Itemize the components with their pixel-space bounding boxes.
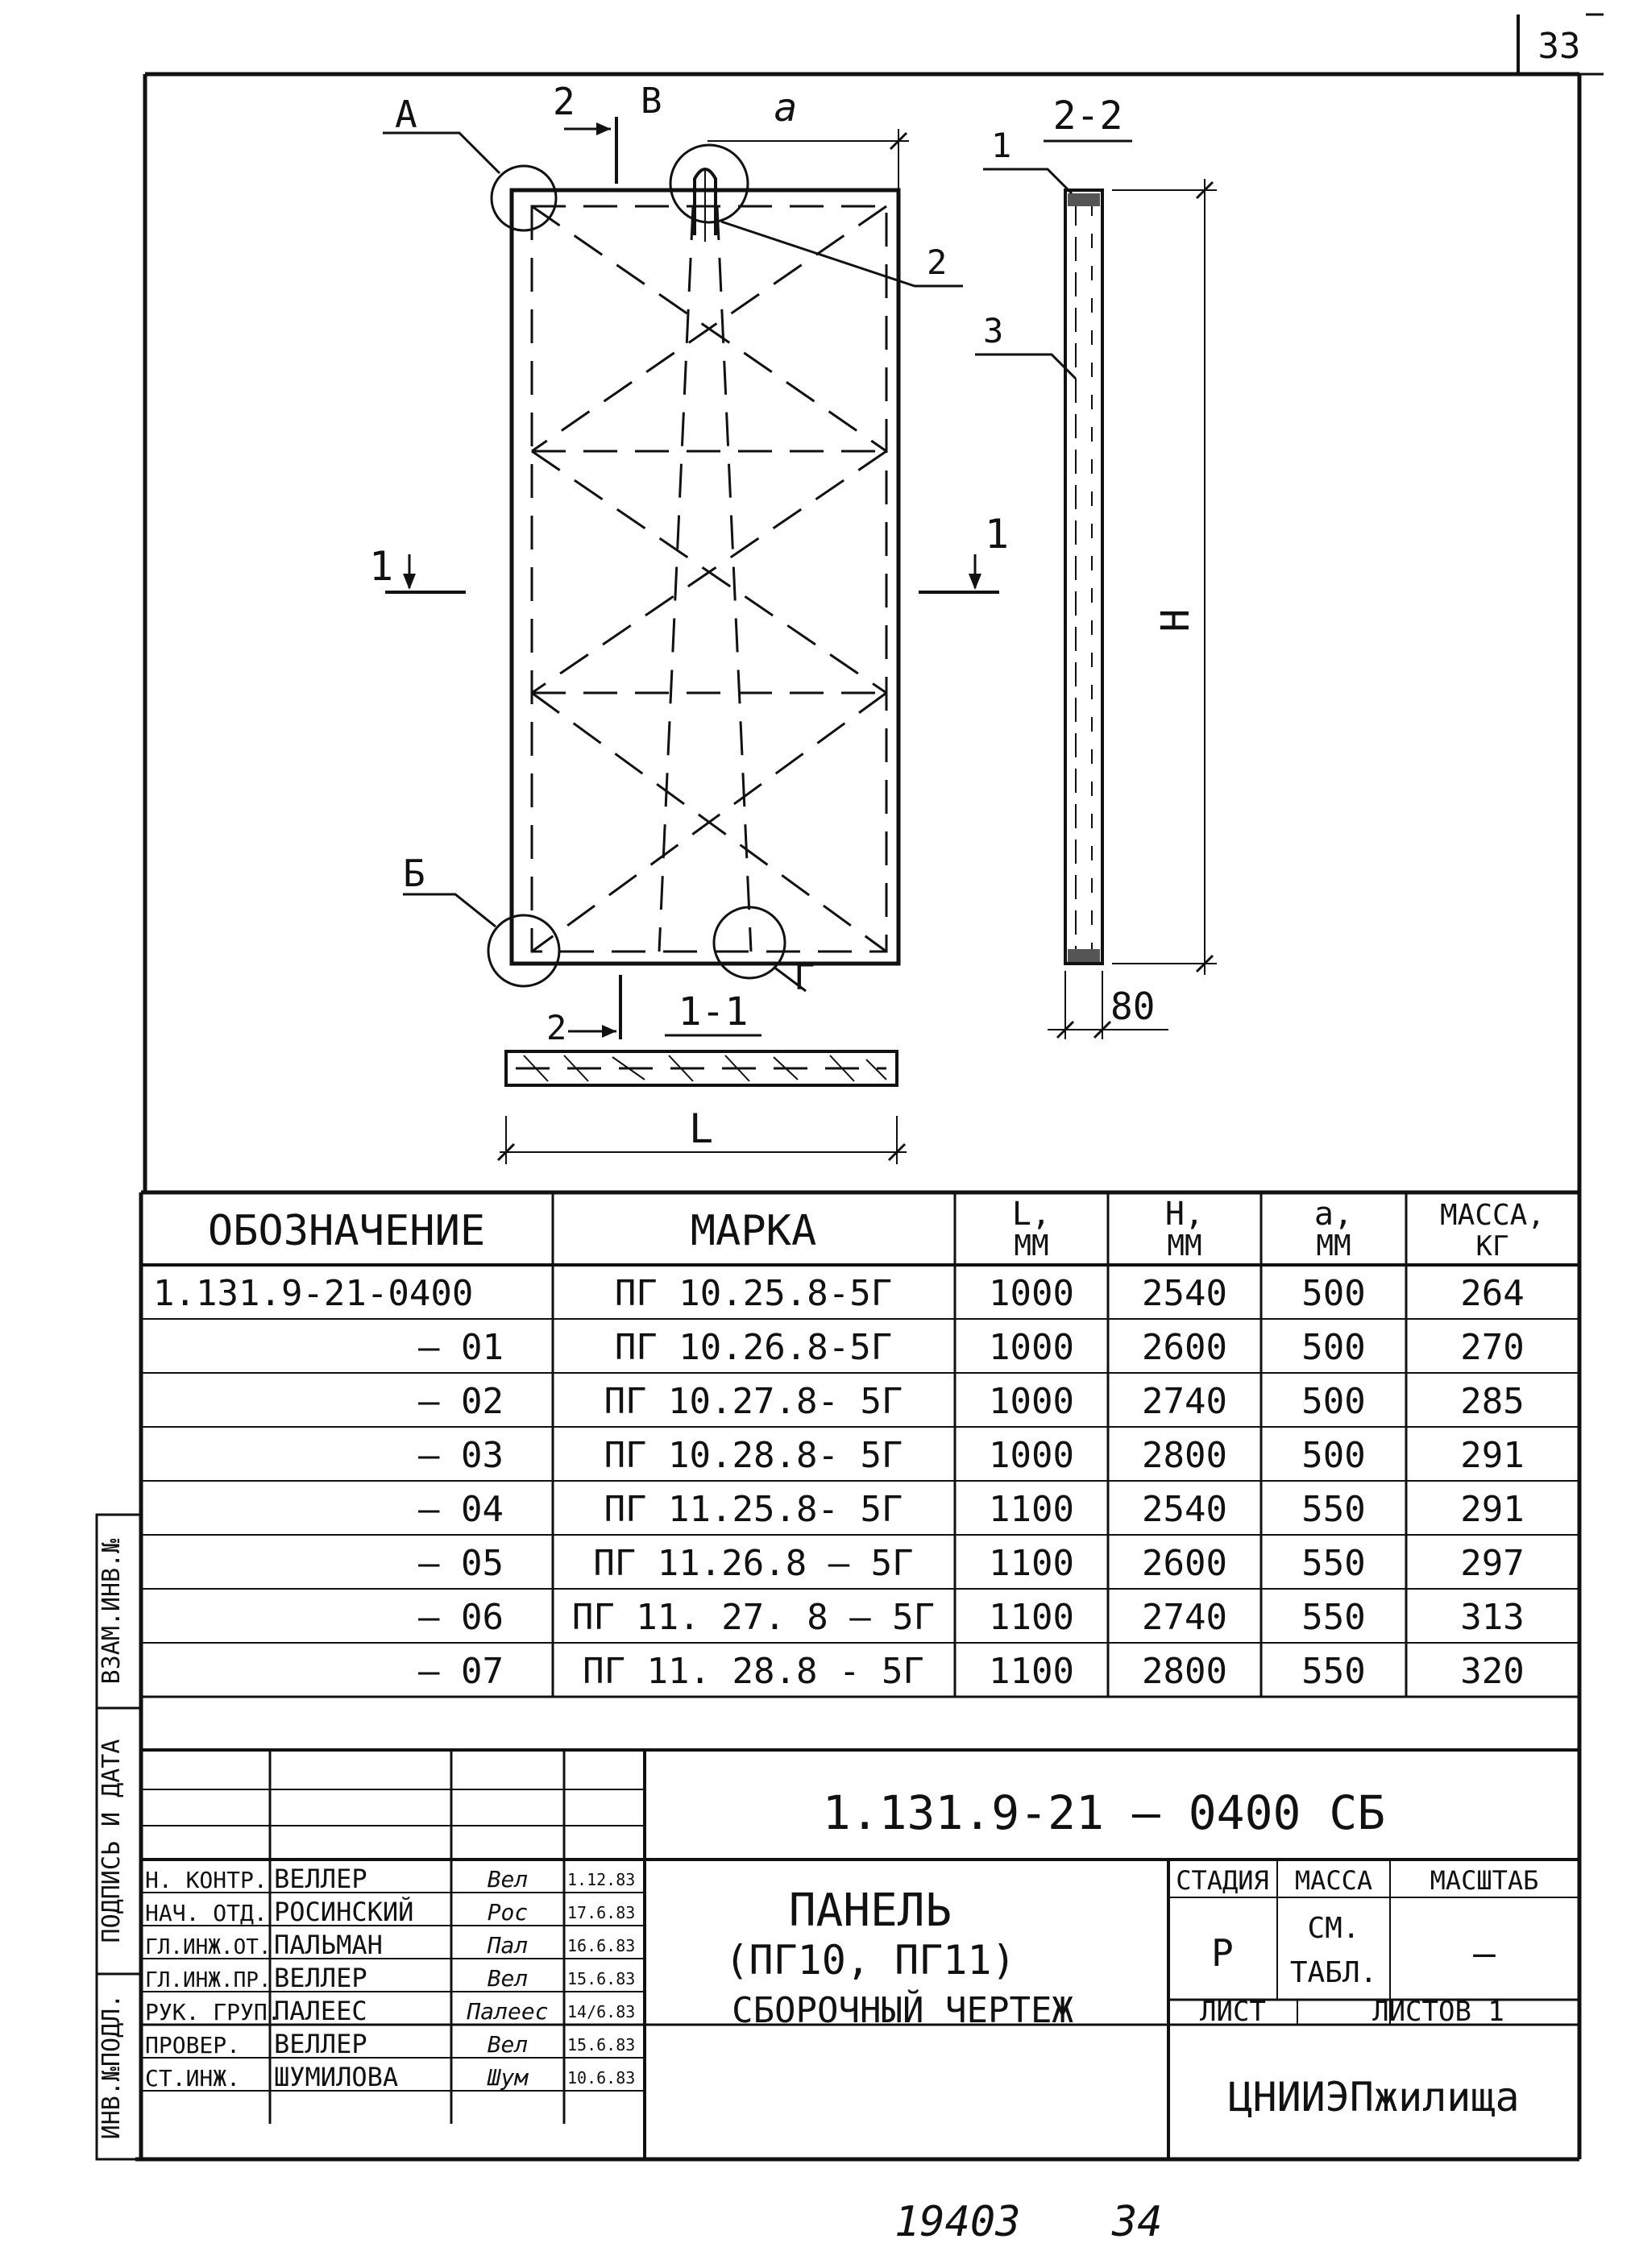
- row-designation: – 04: [418, 1489, 504, 1530]
- row-designation: – 03: [418, 1435, 504, 1476]
- signature-name: ВЕЛЛЕР: [274, 1963, 367, 1993]
- row-mark: ПГ 11.25.8- 5Г: [604, 1489, 903, 1530]
- row-L: 1000: [989, 1435, 1074, 1476]
- row-mass: 320: [1460, 1651, 1525, 1692]
- signature-role: ПРОВЕР.: [145, 2032, 241, 2059]
- callout-1: 1: [991, 126, 1012, 165]
- callout-2: 2: [927, 243, 948, 282]
- bottom-number-2: 34: [1112, 2198, 1163, 2246]
- title-line-2: (ПГ10, ПГ11): [724, 1937, 1016, 1984]
- row-L: 1100: [989, 1651, 1074, 1692]
- title-line-3: СБОРОЧНЫЙ ЧЕРТЕЖ: [732, 1990, 1073, 2031]
- stage-value: Р: [1211, 1931, 1234, 1975]
- row-H: 2800: [1142, 1651, 1227, 1692]
- row-a: 500: [1301, 1435, 1366, 1476]
- row-H: 2740: [1142, 1597, 1227, 1638]
- title-line-1: ПАНЕЛЬ: [788, 1884, 952, 1937]
- row-mass: 270: [1460, 1327, 1525, 1368]
- row-H: 2800: [1142, 1435, 1227, 1476]
- signature-date: 17.6.83: [567, 1903, 636, 1922]
- sheets-label: ЛИСТОВ 1: [1372, 1996, 1504, 2028]
- mass-value-line-1: СМ.: [1307, 1912, 1360, 1945]
- node-label-b: Б: [403, 852, 425, 895]
- dim-H-label: Н: [1153, 608, 1198, 632]
- doc-code: 1.131.9-21 – 0400 СБ: [822, 1785, 1386, 1840]
- sheet-number: 33: [1537, 26, 1581, 67]
- row-a: 500: [1301, 1273, 1366, 1314]
- row-L: 1100: [989, 1543, 1074, 1584]
- signature-name: ПАЛЕЕС: [274, 1996, 367, 2026]
- row-a: 550: [1301, 1543, 1366, 1584]
- scale-label: МАСШТАБ: [1430, 1865, 1539, 1896]
- col-header-H-unit: ММ: [1167, 1229, 1202, 1263]
- signature-mark: Вел: [487, 1965, 529, 1992]
- mass-label: МАССА: [1294, 1865, 1373, 1896]
- row-designation: – 05: [418, 1543, 504, 1584]
- signature-mark: Палеес: [467, 1998, 549, 2025]
- signature-date: 16.6.83: [567, 1936, 636, 1955]
- row-H: 2600: [1142, 1543, 1227, 1584]
- col-header-H: Н,: [1164, 1196, 1205, 1233]
- organization: ЦНИИЭПжилища: [1228, 2074, 1520, 2121]
- signature-date: 1.12.83: [567, 1870, 636, 1889]
- side-stamp-sign-date: ПОДПИСЬ И ДАТА: [98, 1739, 126, 1943]
- signature-role: ГЛ.ИНЖ.ОТ.: [145, 1935, 272, 1959]
- row-a: 550: [1301, 1597, 1366, 1638]
- signature-name: ВЕЛЛЕР: [274, 1864, 367, 1894]
- cut-1-right-label: 1: [985, 511, 1010, 558]
- signature-date: 10.6.83: [567, 2068, 636, 2088]
- row-H: 2600: [1142, 1327, 1227, 1368]
- signature-date: 15.6.83: [567, 1969, 636, 1988]
- side-stamp-replace-inv: ВЗАМ.ИНВ.№: [98, 1538, 126, 1685]
- col-header-a-unit: ММ: [1316, 1229, 1351, 1263]
- row-L: 1000: [989, 1327, 1074, 1368]
- row-mass: 264: [1460, 1273, 1525, 1314]
- signature-role: СТ.ИНЖ.: [145, 2065, 241, 2092]
- row-L: 1100: [989, 1597, 1074, 1638]
- row-a: 550: [1301, 1489, 1366, 1530]
- row-L: 1000: [989, 1381, 1074, 1422]
- signature-name: ВЕЛЛЕР: [274, 2029, 367, 2059]
- col-header-designation: ОБОЗНАЧЕНИЕ: [207, 1207, 486, 1255]
- row-mark: ПГ 10.28.8- 5Г: [604, 1435, 903, 1476]
- bottom-number-1: 19403: [894, 2198, 1021, 2246]
- stage-label: СТАДИЯ: [1176, 1865, 1269, 1896]
- row-mark: ПГ 10.26.8-5Г: [614, 1327, 893, 1368]
- signature-date: 14/6.83: [567, 2002, 636, 2021]
- section-2-2-title: 2-2: [1052, 93, 1123, 139]
- row-a: 500: [1301, 1381, 1366, 1422]
- signature-role: ГЛ.ИНЖ.ПР.: [145, 1968, 272, 1992]
- col-header-mass-unit: КГ: [1475, 1230, 1509, 1263]
- signature-name: ШУМИЛОВА: [274, 2062, 399, 2092]
- node-label-v: В: [641, 81, 662, 122]
- cut-1-left-label: 1: [369, 543, 394, 590]
- row-a: 550: [1301, 1651, 1366, 1692]
- node-label-g: Г: [794, 957, 815, 998]
- sheet-label: ЛИСТ: [1200, 1996, 1266, 2028]
- row-mass: 291: [1460, 1435, 1525, 1476]
- row-mass: 313: [1460, 1597, 1525, 1638]
- row-designation: – 01: [418, 1327, 504, 1368]
- dim-a-label: а: [774, 85, 798, 131]
- signature-mark: Рос: [487, 1899, 529, 1926]
- cut-2-bottom-label: 2: [546, 1008, 567, 1047]
- signature-role: РУК. ГРУП.: [145, 1999, 281, 2025]
- row-mark: ПГ 10.27.8- 5Г: [604, 1381, 903, 1422]
- row-mass: 291: [1460, 1489, 1525, 1530]
- row-mass: 285: [1460, 1381, 1525, 1422]
- mass-value-line-2: ТАБЛ.: [1289, 1956, 1378, 1989]
- signature-role: НАЧ. ОТД.: [145, 1900, 268, 1926]
- signature-mark: Пал: [487, 1932, 529, 1959]
- row-H: 2740: [1142, 1381, 1227, 1422]
- row-mass: 297: [1460, 1543, 1525, 1584]
- scale-value: –: [1473, 1931, 1496, 1975]
- row-mark: ПГ 10.25.8-5Г: [614, 1273, 893, 1314]
- row-a: 500: [1301, 1327, 1366, 1368]
- signature-name: РОСИНСКИЙ: [274, 1897, 414, 1927]
- section-1-1-title: 1-1: [678, 989, 749, 1034]
- signature-name: ПАЛЬМАН: [274, 1930, 383, 1960]
- node-label-a: А: [395, 93, 417, 136]
- col-header-mass: МАССА,: [1439, 1199, 1546, 1232]
- row-mark: ПГ 11.26.8 – 5Г: [593, 1543, 914, 1584]
- dim-L-label: L: [688, 1105, 714, 1152]
- row-designation: 1.131.9-21-0400: [153, 1273, 474, 1314]
- signature-mark: Шум: [487, 2064, 529, 2091]
- row-designation: – 06: [418, 1597, 504, 1638]
- signature-date: 15.6.83: [567, 2035, 636, 2054]
- col-header-L: L,: [1011, 1196, 1052, 1233]
- row-H: 2540: [1142, 1489, 1227, 1530]
- row-L: 1000: [989, 1273, 1074, 1314]
- row-L: 1100: [989, 1489, 1074, 1530]
- signature-mark: Вел: [487, 2031, 529, 2058]
- signature-role: Н. КОНТР.: [145, 1867, 268, 1893]
- table-row: [153, 1273, 1525, 1314]
- cut-2-top-label: 2: [553, 80, 575, 123]
- row-H: 2540: [1142, 1273, 1227, 1314]
- row-designation: – 02: [418, 1381, 504, 1422]
- signature-mark: Вел: [487, 1866, 529, 1893]
- side-stamp-orig-inv: ИНВ.№ПОДЛ.: [98, 1993, 126, 2140]
- col-header-a: а,: [1313, 1196, 1354, 1233]
- callout-3: 3: [983, 311, 1004, 350]
- row-designation: – 07: [418, 1651, 504, 1692]
- row-mark: ПГ 11. 27. 8 – 5Г: [571, 1597, 936, 1638]
- dim-thickness-label: 80: [1110, 985, 1156, 1028]
- col-header-mark: МАРКА: [690, 1207, 817, 1255]
- row-mark: ПГ 11. 28.8 - 5Г: [583, 1651, 924, 1692]
- col-header-L-unit: ММ: [1014, 1229, 1049, 1263]
